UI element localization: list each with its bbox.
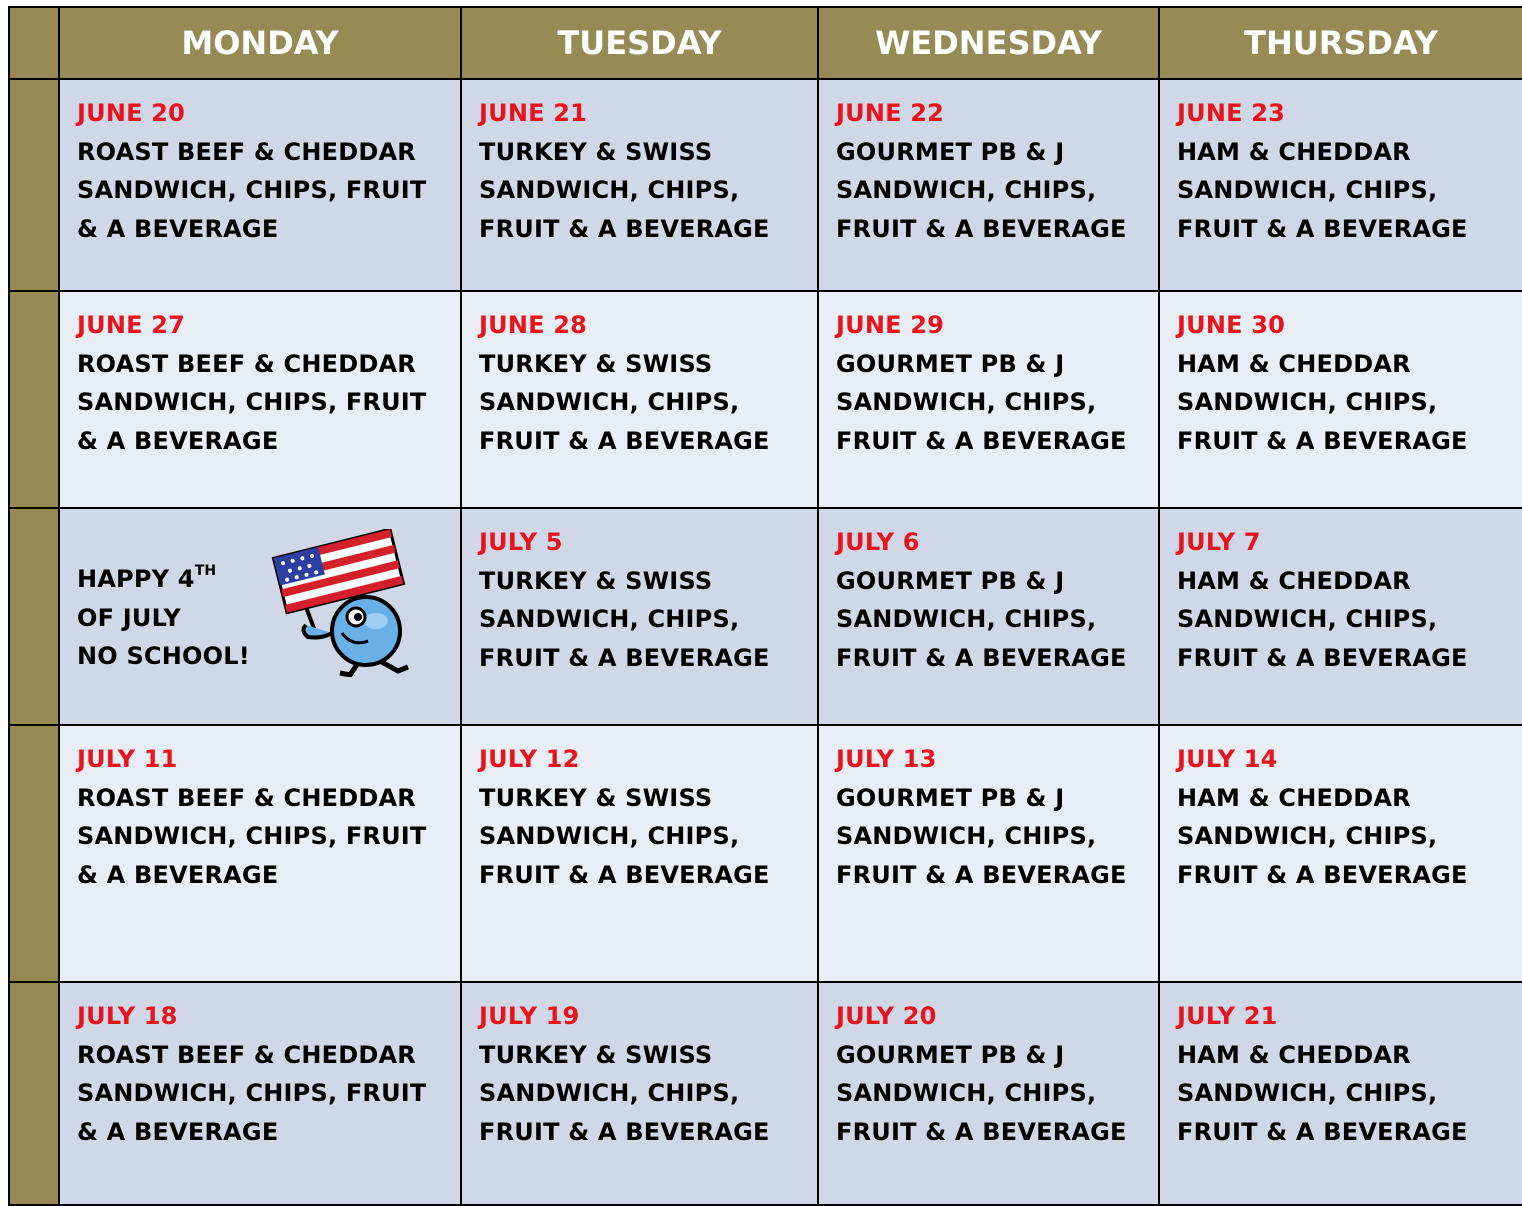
menu-line: ROAST BEEF & CHEDDAR: [77, 1040, 416, 1069]
menu-line: GOURMET PB & J: [836, 1040, 1065, 1069]
menu-line: SANDWICH, CHIPS,: [836, 388, 1097, 416]
day-cell: [1159, 79, 1522, 291]
menu-line: FRUIT & A BEVERAGE: [836, 426, 1127, 455]
week-row: [9, 508, 1522, 725]
menu-line: SANDWICH, CHIPS,: [836, 822, 1097, 850]
menu-line: SANDWICH, CHIPS,: [479, 1079, 740, 1107]
day-cell: [59, 291, 461, 508]
menu-line: FRUIT & A BEVERAGE: [1177, 643, 1468, 672]
cell-date: JULY 11: [77, 745, 178, 773]
cell-date: JUNE 21: [479, 99, 588, 127]
menu-line: FRUIT & A BEVERAGE: [836, 643, 1127, 672]
menu-line: FRUIT & A BEVERAGE: [1177, 860, 1468, 889]
week-row: [9, 79, 1522, 291]
menu-line: & A BEVERAGE: [77, 426, 279, 455]
day-cell: [1159, 725, 1522, 982]
menu-line: FRUIT & A BEVERAGE: [479, 860, 770, 889]
cell-date: JUNE 23: [1177, 99, 1286, 127]
menu-line: FRUIT & A BEVERAGE: [1177, 1117, 1468, 1146]
flag-waving-character-icon: [248, 529, 432, 677]
cell-date: JULY 7: [1177, 528, 1261, 556]
cell-date: JULY 14: [1177, 745, 1278, 773]
day-cell: [59, 725, 461, 982]
week-row: [9, 725, 1522, 982]
week-row: [9, 291, 1522, 508]
week-side-bar: [9, 508, 59, 725]
week-side-bar: [9, 79, 59, 291]
menu-line: SANDWICH, CHIPS, FRUIT: [77, 176, 427, 204]
menu-line: & A BEVERAGE: [77, 214, 279, 243]
day-cell: [1159, 508, 1522, 725]
menu-line: FRUIT & A BEVERAGE: [836, 214, 1127, 243]
day-header-thursday: THURSDAY: [1159, 7, 1522, 79]
day-cell: [461, 291, 818, 508]
cell-date: JUNE 22: [836, 99, 945, 127]
day-header-tuesday: TUESDAY: [461, 7, 818, 79]
menu-line: TURKEY & SWISS: [479, 566, 713, 595]
menu-line: SANDWICH, CHIPS,: [1177, 388, 1438, 416]
menu-line: FRUIT & A BEVERAGE: [479, 214, 770, 243]
day-cell: [461, 725, 818, 982]
holiday-line-1-text: HAPPY 4: [77, 565, 195, 593]
day-cell: [1159, 291, 1522, 508]
menu-line: SANDWICH, CHIPS, FRUIT: [77, 388, 427, 416]
day-cell: [461, 508, 818, 725]
menu-line: GOURMET PB & J: [836, 783, 1065, 812]
menu-line: SANDWICH, CHIPS,: [1177, 176, 1438, 204]
lunch-menu-calendar: [8, 6, 1522, 1206]
cell-date: JUNE 28: [479, 311, 588, 339]
menu-line: TURKEY & SWISS: [479, 137, 713, 166]
day-cell: [818, 982, 1159, 1205]
menu-line: GOURMET PB & J: [836, 349, 1065, 378]
cell-date: JUNE 27: [77, 311, 186, 339]
day-cell: [461, 79, 818, 291]
menu-line: SANDWICH, CHIPS,: [479, 176, 740, 204]
menu-line: SANDWICH, CHIPS,: [479, 605, 740, 633]
cell-date: JULY 18: [77, 1002, 178, 1030]
day-cell: [818, 291, 1159, 508]
menu-line: ROAST BEEF & CHEDDAR: [77, 783, 416, 812]
menu-line: FRUIT & A BEVERAGE: [836, 1117, 1127, 1146]
menu-line: HAM & CHEDDAR: [1177, 566, 1411, 595]
menu-line: SANDWICH, CHIPS, FRUIT: [77, 822, 427, 850]
day-cell: [1159, 982, 1522, 1205]
menu-line: TURKEY & SWISS: [479, 1040, 713, 1069]
menu-line: TURKEY & SWISS: [479, 349, 713, 378]
menu-line: GOURMET PB & J: [836, 137, 1065, 166]
menu-line: FRUIT & A BEVERAGE: [479, 426, 770, 455]
menu-line: & A BEVERAGE: [77, 860, 279, 889]
menu-line: SANDWICH, CHIPS,: [836, 605, 1097, 633]
holiday-line-3: NO SCHOOL!: [77, 642, 250, 670]
day-cell: [818, 725, 1159, 982]
menu-line: SANDWICH, CHIPS,: [479, 388, 740, 416]
menu-line: SANDWICH, CHIPS,: [1177, 1079, 1438, 1107]
menu-line: & A BEVERAGE: [77, 1117, 279, 1146]
cell-date: JUNE 30: [1177, 311, 1286, 339]
menu-line: HAM & CHEDDAR: [1177, 137, 1411, 166]
menu-line: GOURMET PB & J: [836, 566, 1065, 595]
menu-line: ROAST BEEF & CHEDDAR: [77, 349, 416, 378]
cell-date: JULY 6: [836, 528, 920, 556]
cell-date: JUNE 20: [77, 99, 186, 127]
menu-line: HAM & CHEDDAR: [1177, 349, 1411, 378]
menu-line: SANDWICH, CHIPS,: [1177, 822, 1438, 850]
cell-date: JULY 19: [479, 1002, 580, 1030]
cell-date: JULY 20: [836, 1002, 937, 1030]
menu-line: ROAST BEEF & CHEDDAR: [77, 137, 416, 166]
week-row: [9, 982, 1522, 1205]
day-header-wednesday: WEDNESDAY: [818, 7, 1159, 79]
menu-line: SANDWICH, CHIPS, FRUIT: [77, 1079, 427, 1107]
day-cell: [461, 982, 818, 1205]
week-side-bar: [9, 982, 59, 1205]
holiday-ordinal: TH: [194, 563, 217, 579]
holiday-cell: [59, 508, 461, 725]
day-header-row: [9, 7, 1522, 79]
menu-line: FRUIT & A BEVERAGE: [479, 643, 770, 672]
day-cell: [818, 508, 1159, 725]
menu-line: HAM & CHEDDAR: [1177, 1040, 1411, 1069]
cell-date: JUNE 29: [836, 311, 945, 339]
cell-date: JULY 5: [479, 528, 563, 556]
day-cell: [818, 79, 1159, 291]
menu-line: SANDWICH, CHIPS,: [836, 176, 1097, 204]
cell-date: JULY 12: [479, 745, 580, 773]
menu-line: FRUIT & A BEVERAGE: [1177, 426, 1468, 455]
menu-line: SANDWICH, CHIPS,: [836, 1079, 1097, 1107]
holiday-line-2: OF JULY: [77, 603, 181, 632]
cell-date: JULY 13: [836, 745, 937, 773]
cell-date: JULY 21: [1177, 1002, 1278, 1030]
week-side-bar: [9, 291, 59, 508]
menu-line: HAM & CHEDDAR: [1177, 783, 1411, 812]
menu-line: FRUIT & A BEVERAGE: [836, 860, 1127, 889]
week-side-bar: [9, 725, 59, 982]
header-corner: [9, 7, 59, 79]
menu-line: SANDWICH, CHIPS,: [479, 822, 740, 850]
day-cell: [59, 982, 461, 1205]
menu-line: SANDWICH, CHIPS,: [1177, 605, 1438, 633]
menu-line: TURKEY & SWISS: [479, 783, 713, 812]
menu-line: FRUIT & A BEVERAGE: [479, 1117, 770, 1146]
menu-line: FRUIT & A BEVERAGE: [1177, 214, 1468, 243]
day-header-monday: MONDAY: [59, 7, 461, 79]
day-cell: [59, 79, 461, 291]
